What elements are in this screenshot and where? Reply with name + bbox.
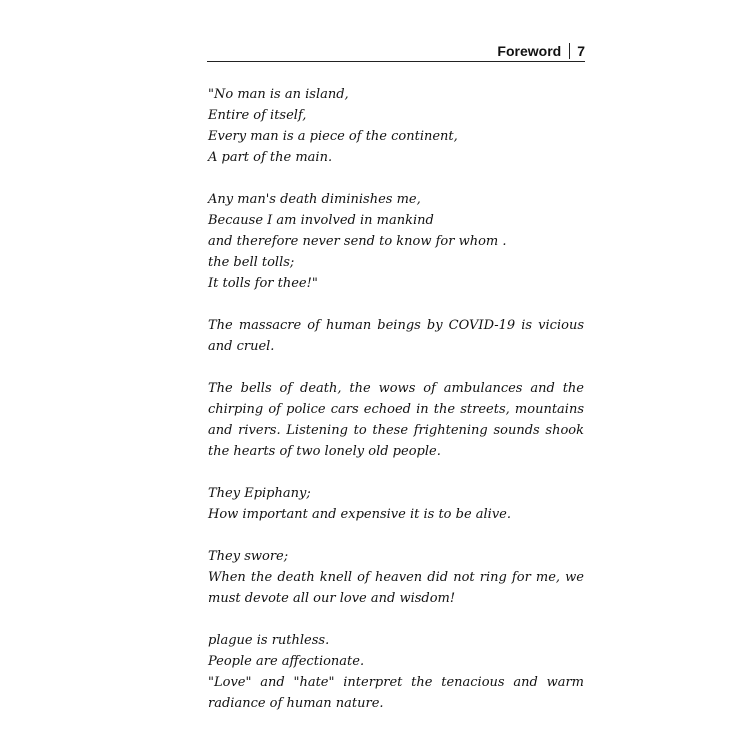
poem-line: the bell tolls; (208, 255, 295, 270)
paragraph-swore (208, 546, 584, 609)
poem-line: Because I am involved in mankind (208, 213, 434, 228)
paragraph-epiphany (208, 483, 584, 525)
text-line: They swore; (208, 549, 289, 564)
poem-line: Any man's death diminishes me, (208, 192, 421, 207)
section-title: Foreword (497, 42, 562, 59)
poem-stanza-1 (208, 84, 584, 168)
text-line: "Love" and "hate" interpret the tenacious and warm radiance of human nature. (208, 675, 584, 711)
page-number: 7 (577, 42, 585, 59)
poem-line: A part of the main. (208, 150, 333, 165)
poem-line: and therefore never send to know for whom . (208, 234, 507, 249)
header-divider (569, 43, 570, 59)
text-line: They Epiphany; (208, 486, 311, 501)
text-line: People are affectionate. (208, 654, 365, 669)
text-line: plague is ruthless. (208, 633, 330, 648)
running-header (207, 40, 585, 62)
poem-line: It tolls for thee!" (208, 276, 318, 291)
text-line: How important and expensive it is to be alive. (208, 507, 512, 522)
paragraph-plague (208, 630, 584, 714)
paragraph-massacre: The massacre of human beings by COVID-19 is vicious and cruel. (208, 318, 584, 354)
poem-line: "No man is an island, (208, 87, 349, 102)
poem-line: Every man is a piece of the continent, (208, 129, 458, 144)
page-body (208, 84, 584, 735)
text-line: When the death knell of heaven did not ring for me, we must devote all our love and wisdom! (208, 570, 584, 606)
poem-line: Entire of itself, (208, 108, 307, 123)
poem-stanza-2 (208, 189, 584, 294)
paragraph-bells: The bells of death, the wows of ambulances and the chirping of police cars echoed in the streets, mountains and rivers. Listening to these frightening sounds shook the hearts of two lonely old people. (208, 381, 584, 459)
